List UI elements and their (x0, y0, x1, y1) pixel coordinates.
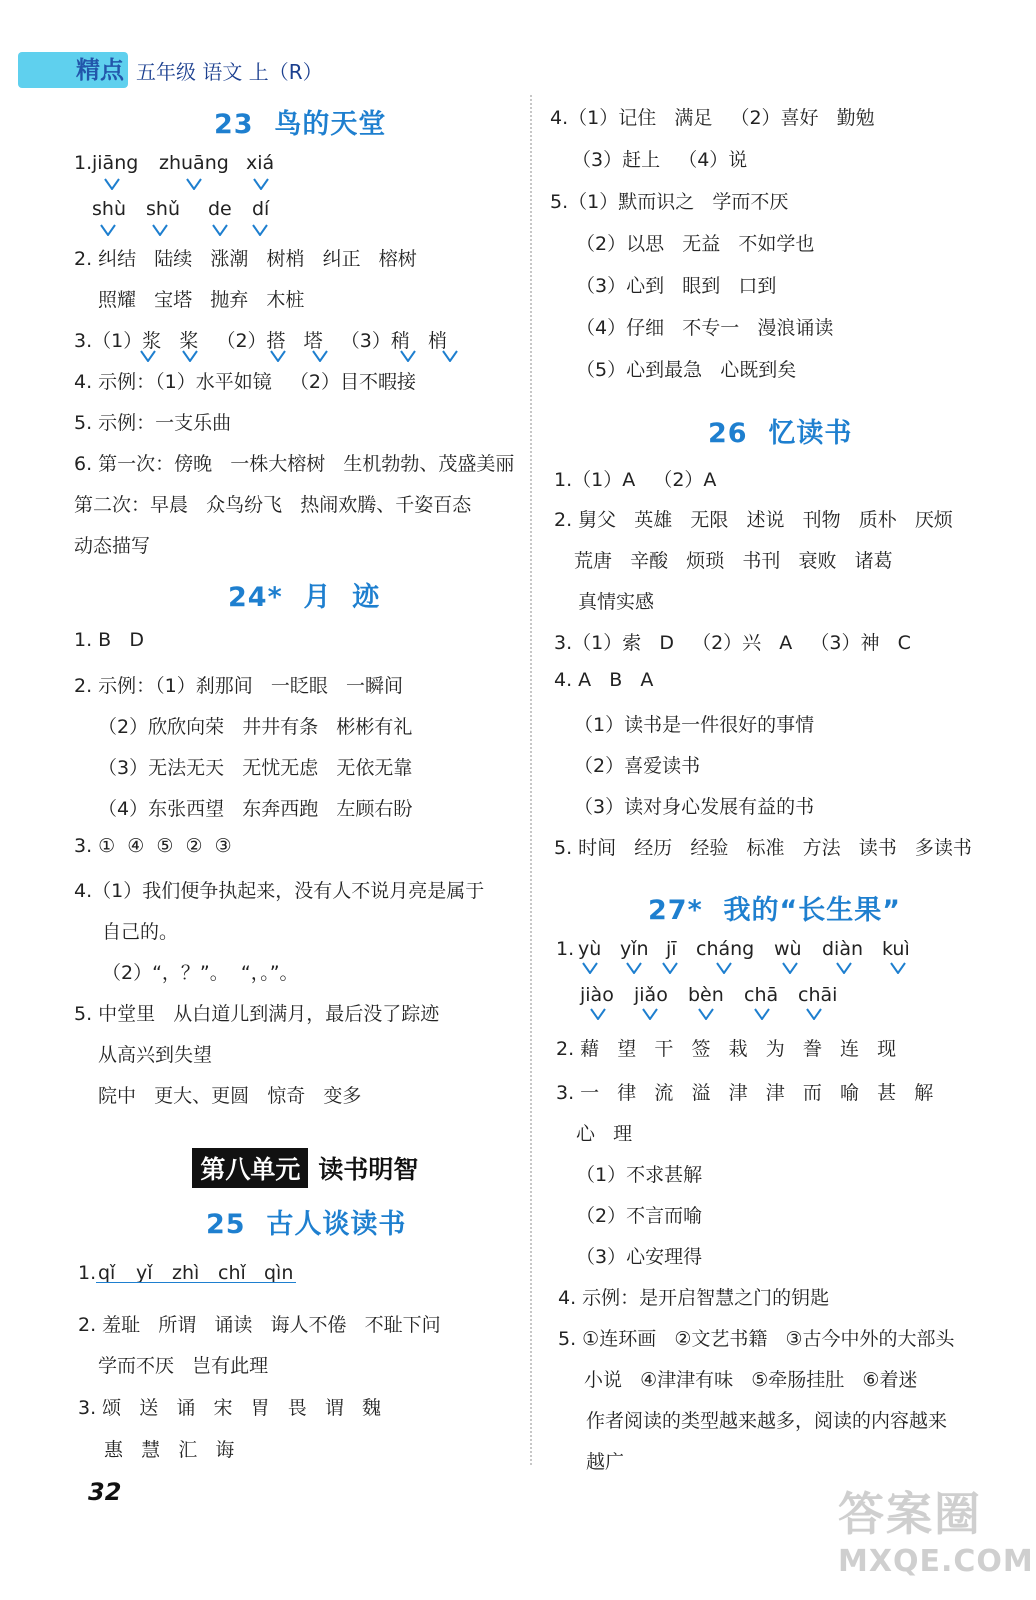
answer-line: 越广 (586, 1451, 625, 1473)
answer-line: 2. 示例：（1）刹那间 一眨眼 一瞬间 (74, 675, 403, 697)
pinyin: cháng (696, 938, 755, 960)
answer-line: （1）不求甚解 (576, 1164, 703, 1186)
answer-line: 荒唐 辛酸 烦琐 书刊 衰败 诸葛 (574, 550, 893, 572)
answer-line: 院中 更大、更圆 惊奇 变多 (98, 1085, 362, 1107)
answer-line: 心 理 (576, 1123, 633, 1145)
answer-line: 作者阅读的类型越来越多，阅读的内容越来 (586, 1410, 948, 1432)
section-title-26: 26 忆读书 (708, 418, 853, 449)
check-icon (152, 224, 168, 236)
check-icon (212, 224, 228, 236)
check-icon (890, 962, 906, 974)
pinyin: shù (92, 198, 126, 220)
answer-line: （3）赶上 （4）说 (572, 149, 748, 171)
check-icon (252, 224, 268, 236)
check-icon (442, 350, 458, 362)
check-icon (716, 962, 732, 974)
answer-line: 4. 示例：是开启智慧之门的钥匙 (558, 1287, 830, 1309)
answer-line: 3. 颂 送 诵 宋 胃 畏 谓 魏 (78, 1397, 381, 1419)
check-icon (253, 178, 269, 190)
unit-label: 第八单元 (192, 1148, 308, 1188)
answer-line: 4. 示例：（1）水平如镜 （2）目不暇接 (74, 371, 416, 393)
answer-line: 小说 ④津津有味 ⑤牵肠挂肚 ⑥着迷 (584, 1369, 918, 1391)
answer-line: 自己的。 (102, 921, 179, 943)
answer-line: 5.（1）默而识之 学而不厌 (550, 191, 789, 213)
watermark-logo-text: 答案圈 (838, 1487, 982, 1541)
pinyin: qǐ (98, 1262, 116, 1284)
check-icon (698, 1008, 714, 1020)
page-header (0, 0, 520, 110)
answer-line: 5. 中堂里 从白道儿到满月，最后没了踪迹 (74, 1003, 440, 1025)
answer-line: （2）不言而喻 (576, 1205, 703, 1227)
answer-underline (96, 1282, 296, 1286)
answer-line: 1. B D (74, 629, 144, 651)
answer-line: 2. 藉 望 干 签 栽 为 誊 连 现 (556, 1038, 897, 1060)
answer-line: 4. A B A (554, 669, 654, 691)
check-icon (400, 350, 416, 362)
answer-line: 第二次：早晨 众鸟纷飞 热闹欢腾、千姿百态 (74, 494, 472, 516)
pinyin: jiāng (92, 152, 139, 174)
answer-line: （3）无法无天 无忧无虑 无依无靠 (98, 757, 413, 779)
answer-line: 1.（1）A （2）A (554, 469, 717, 491)
pinyin: xiá (246, 152, 275, 174)
answer-line: 照耀 宝塔 抛弃 木桩 (98, 289, 305, 311)
answer-line: （2）以思 无益 不如学也 (576, 233, 815, 255)
check-icon (836, 962, 852, 974)
answer-line: （1）读书是一件很好的事情 (574, 714, 815, 736)
check-icon (782, 962, 798, 974)
q1-number: 1. (556, 938, 575, 960)
section-title-27: 27* 我的“长生果” (648, 895, 901, 926)
answer-line: 5. 示例：一支乐曲 (74, 412, 232, 434)
unit-name: 读书明智 (318, 1155, 419, 1184)
answer-line: 惠 慧 汇 诲 (104, 1439, 235, 1461)
answer-line: 3. ① ④ ⑤ ② ③ (74, 835, 232, 857)
answer-line: 动态描写 (74, 535, 151, 557)
answer-line: 2. 舅父 英雄 无限 述说 刊物 质朴 厌烦 (554, 509, 953, 531)
pinyin: zhuāng (159, 152, 229, 174)
unit-heading (172, 1129, 418, 1207)
pinyin: dí (252, 198, 270, 220)
section-title-25: 25 古人谈读书 (206, 1209, 407, 1240)
answer-line: 2. 羞耻 所谓 诵读 诲人不倦 不耻下问 (78, 1314, 441, 1336)
check-icon (754, 1008, 770, 1020)
q1-number: 1. (74, 152, 93, 174)
answer-line: （3）心到 眼到 口到 (576, 275, 777, 297)
answer-line: 2. 纠结 陆续 涨潮 树梢 纠正 榕树 (74, 248, 417, 270)
check-icon (662, 962, 678, 974)
check-icon (312, 350, 328, 362)
pinyin: chā (744, 984, 779, 1006)
check-icon (642, 1008, 658, 1020)
answer-line: 6. 第一次：傍晚 一株大榕树 生机勃勃、茂盛美丽 (74, 453, 515, 475)
answer-line: 3.（1）浆 桨 （2）搭 塔 （3）稍 梢 (74, 330, 447, 352)
pinyin: chāi (798, 984, 838, 1006)
check-icon (270, 350, 286, 362)
check-icon (140, 350, 156, 362)
answer-line: 4.（1）记住 满足 （2）喜好 勤勉 (550, 107, 875, 129)
check-icon (186, 178, 202, 190)
pinyin: yǐ (136, 1262, 153, 1284)
answer-line: 3. 一 律 流 溢 津 津 而 喻 甚 解 (556, 1082, 934, 1104)
check-icon (582, 962, 598, 974)
answer-line: 4.（1）我们便争执起来，没有人不说月亮是属于 (74, 880, 485, 902)
answer-line: 真情实感 (578, 591, 655, 613)
answer-line: （5）心到最急 心既到矣 (576, 359, 797, 381)
answer-line: （4）仔细 不专一 漫浪诵读 (576, 317, 834, 339)
pinyin: diàn (822, 938, 864, 960)
header-title: 五年级 语文 上（R） (136, 60, 323, 84)
pinyin: jiǎo (634, 984, 668, 1006)
pinyin: bèn (688, 984, 724, 1006)
answer-line: 学而不厌 岂有此理 (98, 1355, 269, 1377)
column-divider (530, 95, 532, 1465)
answer-line: （4）东张西望 东奔西跑 左顾右盼 (98, 798, 413, 820)
section-title-23: 23 鸟的天堂 (214, 109, 387, 140)
watermark (838, 1478, 1034, 1588)
q1-number: 1. (78, 1262, 97, 1284)
pinyin: zhì (172, 1262, 200, 1284)
check-icon (806, 1008, 822, 1020)
pinyin: yǐn (620, 938, 649, 960)
section-title-24: 24* 月 迹 (228, 582, 381, 613)
check-icon (590, 1008, 606, 1020)
pinyin: jī (666, 938, 677, 960)
answer-line: 5. ①连环画 ②文艺书籍 ③古今中外的大部头 (558, 1328, 955, 1350)
pinyin: jiào (580, 984, 614, 1006)
check-icon (182, 350, 198, 362)
answer-line: （2）欣欣向荣 井井有条 彬彬有礼 (98, 716, 413, 738)
header-logo: 精点 (76, 56, 124, 84)
answer-line: 5. 时间 经历 经验 标准 方法 读书 多读书 (554, 837, 972, 859)
answer-line: （2）“，？”。 “，。”。 (102, 962, 299, 984)
watermark-url: MXQE.COM (838, 1544, 1034, 1579)
answer-line: （3）心安理得 (576, 1246, 703, 1268)
answer-line: 3.（1）索 D （2）兴 A （3）神 C (554, 632, 911, 654)
pinyin: chǐ (218, 1262, 246, 1284)
answer-line: （2）喜爱读书 (574, 755, 701, 777)
pinyin: qìn (264, 1262, 294, 1284)
pinyin: kuì (882, 938, 910, 960)
check-icon (104, 178, 120, 190)
pinyin: shǔ (146, 198, 180, 220)
answer-line: （3）读对身心发展有益的书 (574, 796, 815, 818)
answer-line: 从高兴到失望 (98, 1044, 213, 1066)
check-icon (100, 224, 116, 236)
pinyin: yù (578, 938, 602, 960)
pinyin: de (208, 198, 232, 220)
pinyin: wù (774, 938, 802, 960)
page-number: 32 (88, 1478, 122, 1506)
check-icon (626, 962, 642, 974)
